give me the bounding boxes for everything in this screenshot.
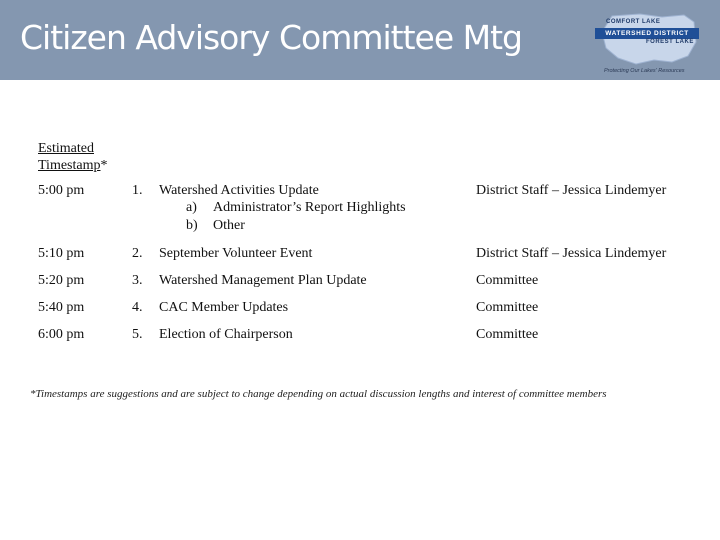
agenda-time: 5:10 pm xyxy=(38,246,85,261)
agenda-number: 1. xyxy=(132,183,143,198)
agenda-title: Watershed Management Plan Update xyxy=(159,273,367,288)
agenda-time: 6:00 pm xyxy=(38,327,85,342)
logo-bottom-text: FOREST LAKE xyxy=(646,39,694,45)
subitem-letter: a) xyxy=(186,200,197,215)
agenda-owner: Committee xyxy=(476,273,539,288)
logo-top-text: COMFORT LAKE xyxy=(606,19,661,25)
agenda-owner: District Staff – Jessica Lindemyer xyxy=(476,246,667,261)
agenda-title: Election of Chairperson xyxy=(159,327,293,342)
agenda-owner: District Staff – Jessica Lindemyer xyxy=(476,183,667,198)
header-line-timestamp: Timestamp xyxy=(38,158,101,173)
agenda-owner: Committee xyxy=(476,300,539,315)
agenda-title: September Volunteer Event xyxy=(159,246,313,261)
logo-tagline: Protecting Our Lakes' Resources xyxy=(604,68,685,74)
agenda-time: 5:20 pm xyxy=(38,273,85,288)
agenda-title: CAC Member Updates xyxy=(159,300,289,315)
agenda-number: 2. xyxy=(132,246,143,261)
subitem-letter: b) xyxy=(186,218,198,233)
subitem-text: Other xyxy=(213,218,245,233)
agenda-title: Watershed Activities Update xyxy=(159,183,319,198)
agenda-number: 5. xyxy=(132,327,143,342)
agenda-number: 4. xyxy=(132,300,143,315)
agenda-time: 5:00 pm xyxy=(38,183,85,198)
header-band xyxy=(0,0,720,80)
timestamp-column-header xyxy=(38,140,108,174)
page-title: Citizen Advisory Committee Mtg xyxy=(20,18,522,57)
header-star: * xyxy=(100,158,108,173)
subitem-text: Administrator’s Report Highlights xyxy=(213,200,406,215)
agenda-owner: Committee xyxy=(476,327,539,342)
district-logo xyxy=(592,12,702,76)
header-line-estimated: Estimated xyxy=(38,141,94,156)
agenda-time: 5:40 pm xyxy=(38,300,85,315)
agenda-number: 3. xyxy=(132,273,143,288)
logo-band-text: WATERSHED DISTRICT xyxy=(595,28,699,39)
timestamp-footnote: *Timestamps are suggestions and are subject to change depending on actual discussion lengths and interest of committee members xyxy=(30,388,607,400)
